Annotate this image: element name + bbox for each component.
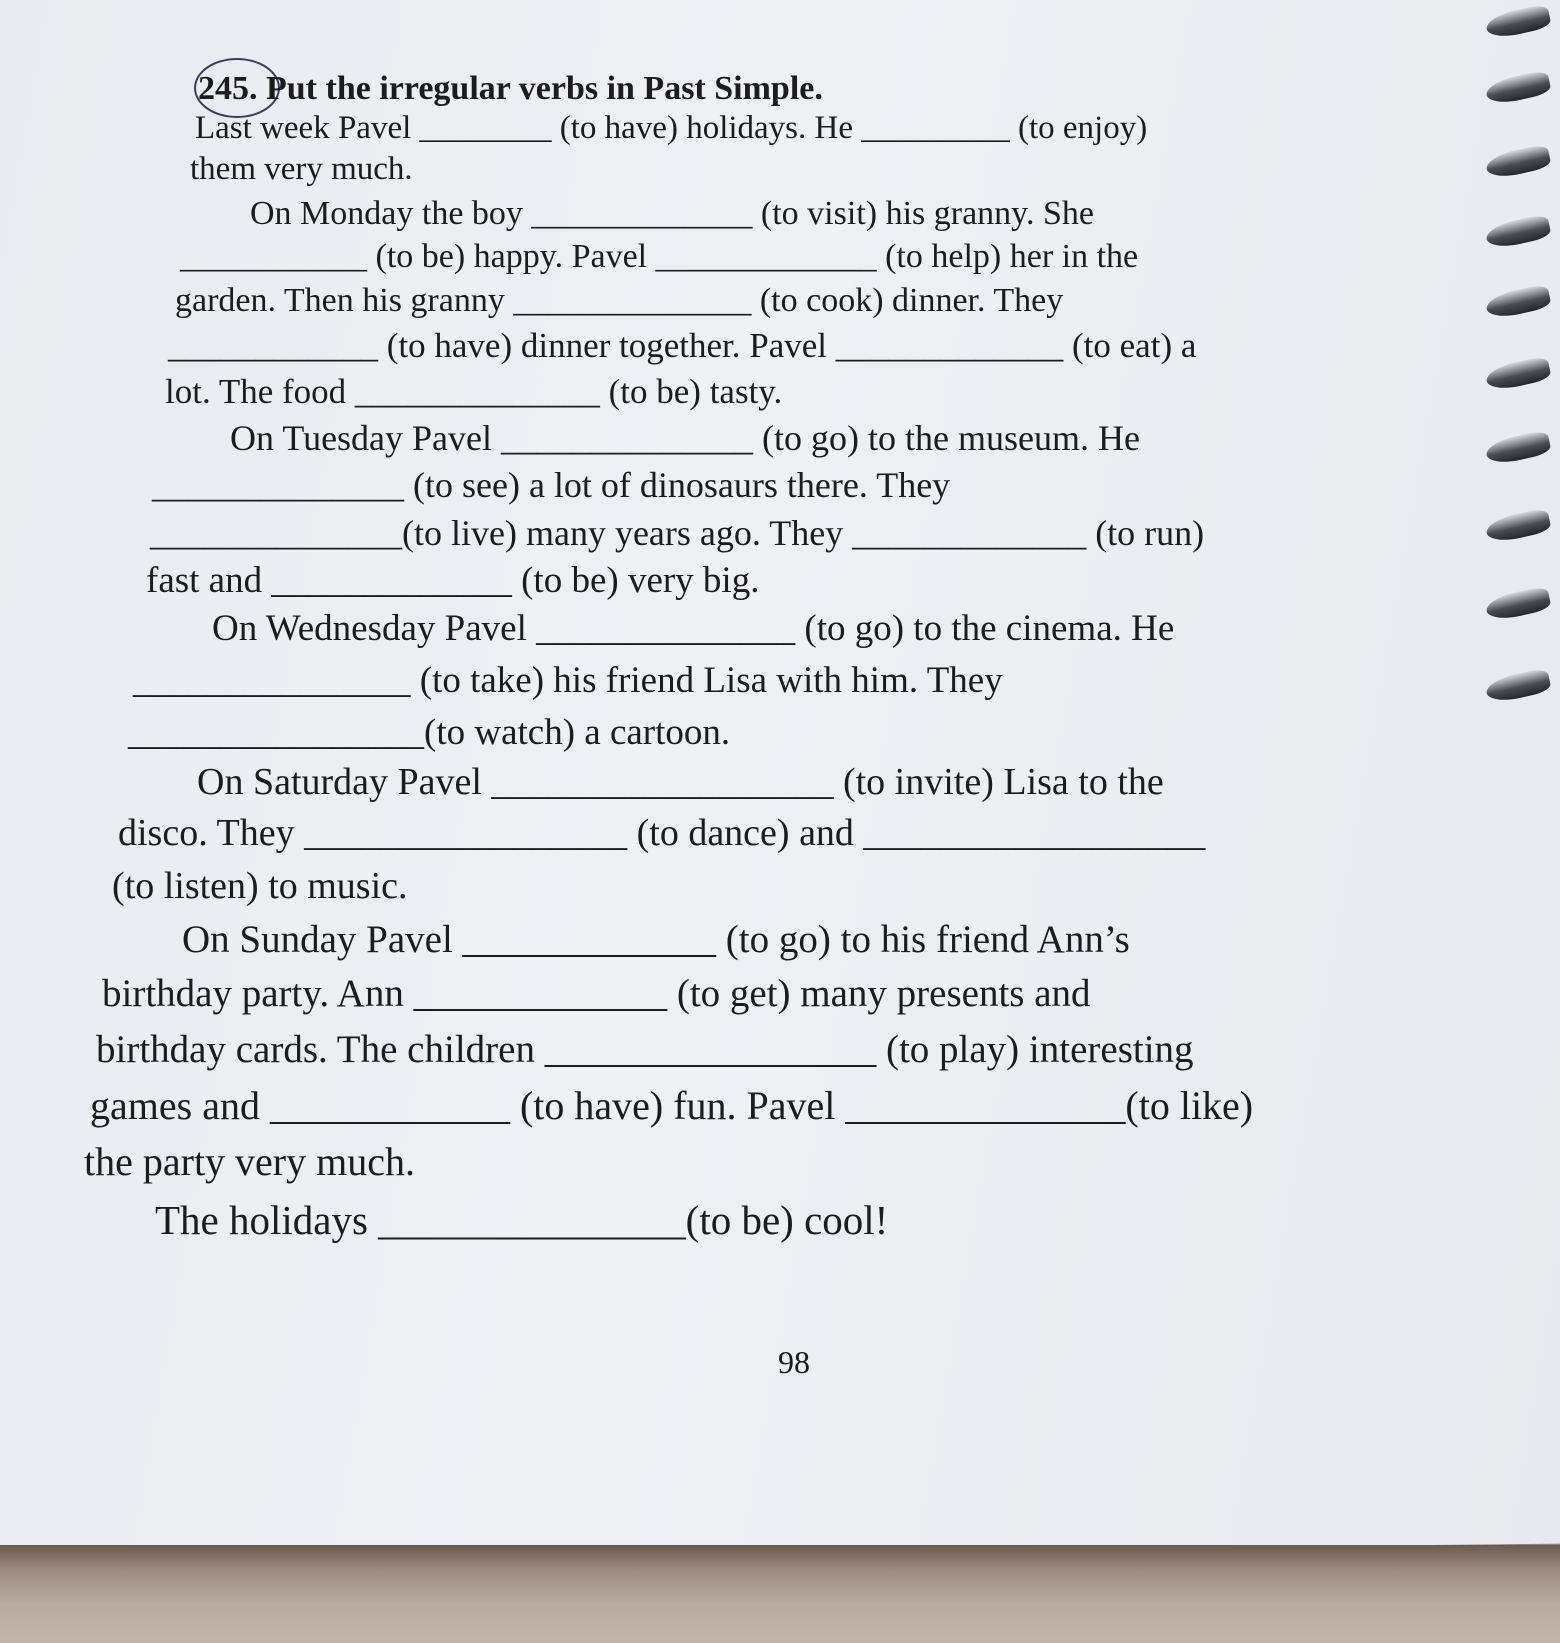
- text-line: birthday party. Ann _____________ (to get) many presents and: [102, 972, 1091, 1015]
- exercise-instruction: Put the irregular verbs in Past Simple.: [266, 70, 823, 107]
- page-number: 98: [778, 1344, 810, 1380]
- text-line: ________________(to watch) a cartoon.: [128, 712, 731, 753]
- table-surface: [0, 1545, 1560, 1643]
- text-line: The holidays _______________(to be) cool!: [155, 1197, 889, 1243]
- text-line: games and ____________ (to have) fun. Pavel ______________(to like): [90, 1083, 1254, 1128]
- text-line: garden. Then his granny ______________ (to cook) dinner. They: [175, 282, 1064, 319]
- text-line: ____________ (to have) dinner together. Pavel _____________ (to eat) a: [168, 326, 1197, 365]
- exercise-number: 245.: [198, 70, 258, 107]
- text-line: lot. The food ______________ (to be) tasty.: [165, 372, 783, 411]
- text-line: (to listen) to music.: [112, 865, 408, 907]
- text-line: ___________ (to be) happy. Pavel _____________ (to help) her in the: [180, 238, 1139, 275]
- text-line: disco. They _________________ (to dance) and __________________: [118, 812, 1206, 854]
- text-line: On Sunday Pavel _____________ (to go) to his friend Ann’s: [182, 918, 1130, 961]
- text-line: fast and _____________ (to be) very big.: [146, 560, 760, 601]
- text-line: ______________(to live) many years ago. They _____________ (to run): [150, 513, 1205, 553]
- text-line: ______________ (to see) a lot of dinosaurs there. They: [152, 465, 951, 505]
- text-line: the party very much.: [84, 1139, 415, 1184]
- text-line: _______________ (to take) his friend Lisa with him. They: [133, 660, 1003, 701]
- text-line: Last week Pavel ________ (to have) holidays. He _________ (to enjoy): [195, 110, 1148, 146]
- text-line: On Tuesday Pavel ______________ (to go) to the museum. He: [230, 418, 1140, 458]
- text-line: birthday cards. The children _________________ (to play) interesting: [96, 1028, 1194, 1071]
- text-line: On Monday the boy _____________ (to visit) his granny. She: [250, 195, 1094, 232]
- text-line: On Wednesday Pavel ______________ (to go) to the cinema. He: [212, 608, 1175, 649]
- text-line: On Saturday Pavel __________________ (to invite) Lisa to the: [197, 761, 1164, 803]
- exercise-heading: [198, 70, 823, 108]
- text-line: them very much.: [190, 151, 413, 187]
